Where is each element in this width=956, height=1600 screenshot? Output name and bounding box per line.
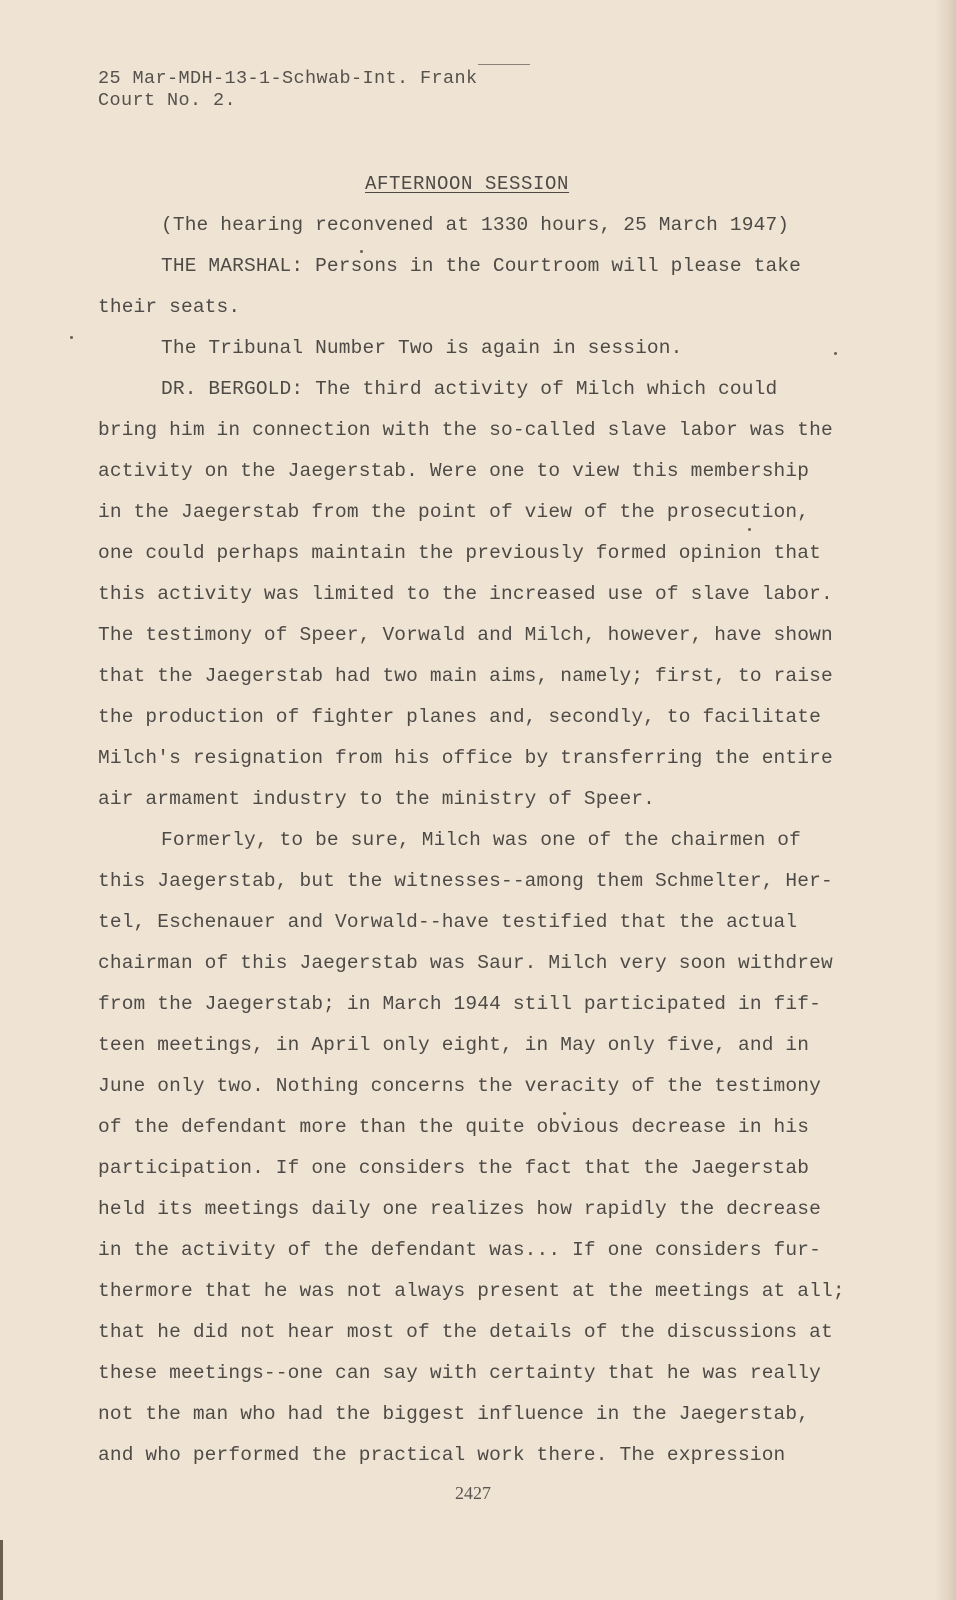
- transcript-line: activity on the Jaegerstab. Were one to view this membership: [98, 460, 810, 482]
- transcript-line: (The hearing reconvened at 1330 hours, 25 March 1947): [161, 214, 790, 236]
- transcript-line: from the Jaegerstab; in March 1944 still participated in fif-: [98, 993, 821, 1015]
- ink-speck: [360, 250, 363, 253]
- transcript-line: thermore that he was not always present at the meetings at all;: [98, 1280, 845, 1302]
- transcript-line: The Tribunal Number Two is again in session.: [161, 337, 683, 359]
- transcript-line: air armament industry to the ministry of Speer.: [98, 788, 656, 810]
- page-edge-mark: [0, 1540, 3, 1600]
- transcript-line: participation. If one considers the fact that the Jaegerstab: [98, 1157, 810, 1179]
- header-reference-line: 25 Mar-MDH-13-1-Schwab-Int. Frank: [98, 68, 478, 89]
- transcript-line: chairman of this Jaegerstab was Saur. Milch very soon withdrew: [98, 952, 833, 974]
- transcript-line: of the defendant more than the quite obvious decrease in his: [98, 1116, 810, 1138]
- document-header: [98, 68, 478, 112]
- transcript-line: teen meetings, in April only eight, in May only five, and in: [98, 1034, 810, 1056]
- transcript-line: and who performed the practical work there. The expression: [98, 1444, 786, 1466]
- ink-speck: [748, 528, 751, 531]
- transcript-line: their seats.: [98, 296, 241, 318]
- transcript-line: this activity was limited to the increased use of slave labor.: [98, 583, 833, 605]
- session-title: AFTERNOON SESSION: [365, 173, 570, 195]
- transcript-line: THE MARSHAL: Persons in the Courtroom will please take: [161, 255, 802, 277]
- transcript-line: these meetings--one can say with certainty that he was really: [98, 1362, 821, 1384]
- transcript-line: one could perhaps maintain the previously formed opinion that: [98, 542, 821, 564]
- transcript-line: held its meetings daily one realizes how rapidly the decrease: [98, 1198, 821, 1220]
- transcript-line: tel, Eschenauer and Vorwald--have testified that the actual: [98, 911, 798, 933]
- transcript-line: not the man who had the biggest influence in the Jaegerstab,: [98, 1403, 810, 1425]
- transcript-line: in the activity of the defendant was... If one considers fur-: [98, 1239, 821, 1261]
- ink-speck: [563, 1112, 566, 1115]
- page-edge-shadow: [934, 0, 956, 1600]
- page-number: 2427: [455, 1483, 491, 1503]
- transcript-line: this Jaegerstab, but the witnesses--among them Schmelter, Her-: [98, 870, 833, 892]
- transcript-line: the production of fighter planes and, secondly, to facilitate: [98, 706, 821, 728]
- transcript-line: June only two. Nothing concerns the veracity of the testimony: [98, 1075, 821, 1097]
- transcript-line: that he did not hear most of the details of the discussions at: [98, 1321, 833, 1343]
- ink-speck: [834, 352, 837, 355]
- header-rule: [478, 64, 530, 65]
- transcript-line: bring him in connection with the so-called slave labor was the: [98, 419, 833, 441]
- transcript-line: in the Jaegerstab from the point of view of the prosecution,: [98, 501, 810, 523]
- transcript-line: DR. BERGOLD: The third activity of Milch which could: [161, 378, 778, 400]
- transcript-line: Milch's resignation from his office by transferring the entire: [98, 747, 833, 769]
- transcript-line: The testimony of Speer, Vorwald and Milch, however, have shown: [98, 624, 833, 646]
- transcript-line: that the Jaegerstab had two main aims, namely; first, to raise: [98, 665, 833, 687]
- header-court-line: Court No. 2.: [98, 90, 237, 111]
- ink-speck: [70, 336, 73, 339]
- transcript-line: Formerly, to be sure, Milch was one of the chairmen of: [161, 829, 802, 851]
